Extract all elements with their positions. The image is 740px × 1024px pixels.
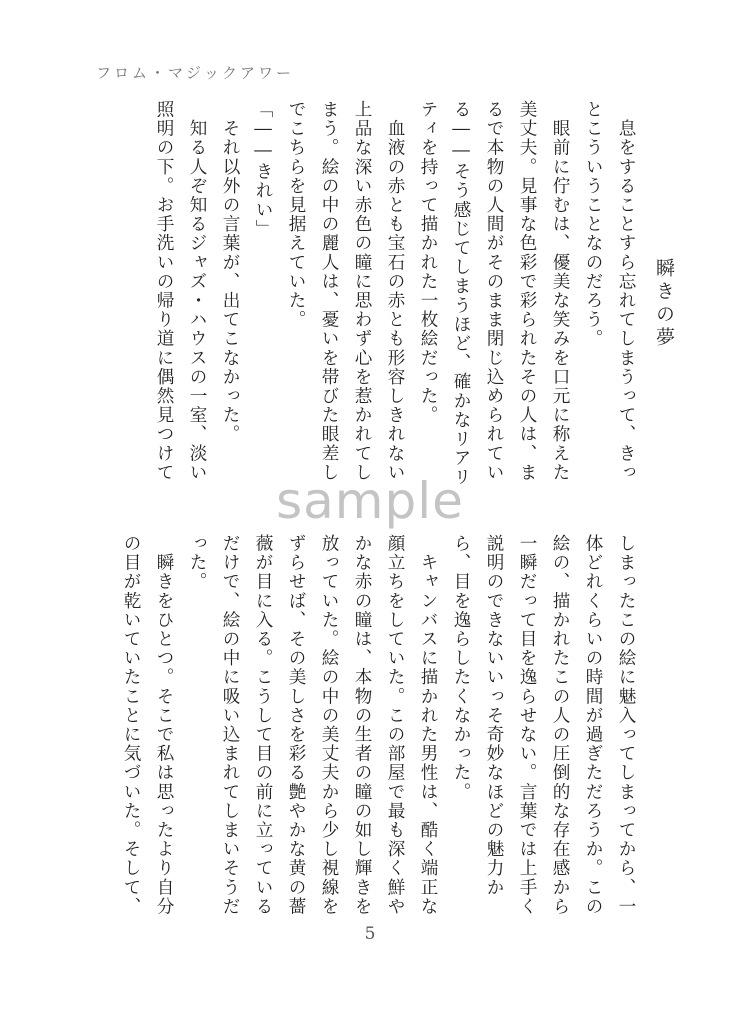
- page-number: 5: [364, 924, 376, 944]
- body-text-lower-block: しまったこの絵に魅入ってしまってから、一 体どれくらいの時間が過ぎただろうか。この 絵の、描かれたこの人の圧倒的な存在感から 一瞬だって目を逸らせない。言葉では上手く 説明のできないいっそ奇妙なほどの魅力か ら、目を逸らしたくなかった。 キャンバスに描かれた男性は、酷く端正な 顔立ちをしていた。この部屋で最も深く鮮や かな赤の瞳は、本物の生者の瞳の如し輝きを 放っていた。絵の中の美丈夫から少し視線を ずらせば、その美しさを彩る艶やかな黄の薔 薇が目に入る。こうして目の前に立っている だけで、絵の中に吸い込まれてしまいそうだ った。 瞬きをひとつ。そこで私は思ったより自分 の目が乾いていたことに気づいた。そして、: [121, 534, 636, 916]
- chapter-title: 瞬きの夢: [653, 258, 675, 350]
- body-text-upper-block: 息をすることすら忘れてしまうって、きっ とこういうことなのだろう。 眼前に佇むは、優美な笑みを口元に称えた 美丈夫。見事な色彩で彩られたその人は、ま るで本物の人間がそのまま閉じ込められてい る――そう感じてしまうほど、確かなリアリ ティを持って描かれた一枚絵だった。 血液の赤とも宝石の赤とも形容しきれない 上品な深い赤色の瞳に思わず心を惹かれてし まう。絵の中の麗人は、憂いを帯びた眼差し でこちらを見据えていた。 「――きれい」 それ以外の言葉が、出てこなかった。 知る人ぞ知るジャズ・ハウスの一室、淡い 照明の下。お手洗いの帰り道に偶然見つけて: [154, 100, 636, 487]
- running-header-title: フロム・マジックアワー: [96, 64, 295, 82]
- sample-watermark: sample: [276, 472, 464, 530]
